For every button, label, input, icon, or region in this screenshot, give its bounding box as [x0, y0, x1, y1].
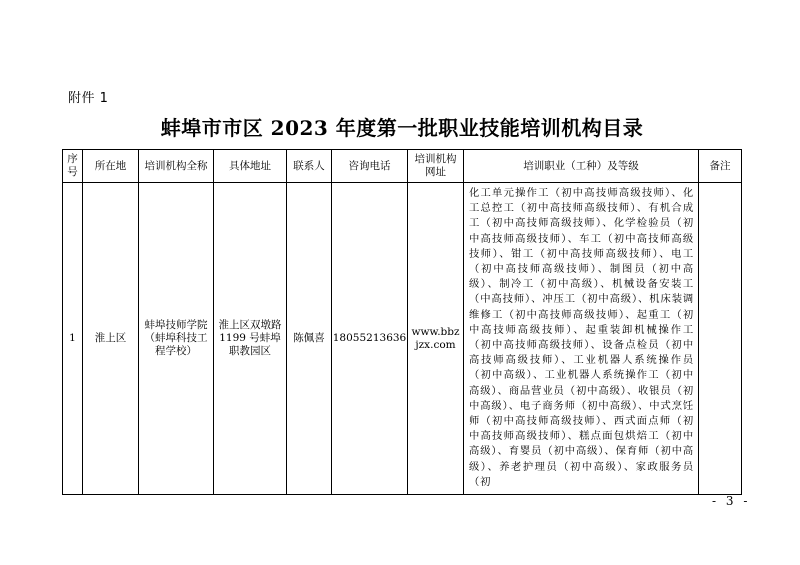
cell-remarks — [699, 183, 742, 495]
table-header-row — [63, 150, 742, 183]
occupations-text: 化工单元操作工（初中高技师高级技师）、化工总控工（初中高技师高级技师）、有机合成工（初中高技师高级技师）、化学检验员（初中高技师高级技师）、车工（初中高技师高级技师）、钳工（初中高技师高级技师）、电工（初中高技师高级技师）、制图员（初中高级）、制冷工（初中高级）、机械设备安装工（中高技师）、冲压工（初中高级）、机床装调维修工（初中高技师高级技师）、起重工（初中高技师高级技师）、起重装卸机械操作工（初中高技师高级技师）、设备点检员（初中高技师高级技师）、工业机器人系统操作员（初中高级）、工业机器人系统操作工（初中高级）、商品营业员（初中高级）、收银员（初中高级）、电子商务师（初中高级）、中式烹饪师（初中高技师高级技师）、西式面点师（初中高技师高级技师）、糕点面包烘焙工（初中高级）、育婴员（初中高级）、保育师（初中高级）、养老护理员（初中高级）、家政服务员（初 — [469, 187, 694, 488]
header-address: 具体地址 — [214, 150, 287, 183]
cell-district: 淮上区 — [83, 183, 139, 495]
header-occupations: 培训职业（工种）及等级 — [464, 150, 699, 183]
cell-website: www.bbzjzx.com — [408, 183, 464, 495]
cell-contact: 陈佩喜 — [287, 183, 332, 495]
header-phone: 咨询电话 — [332, 150, 408, 183]
table-row — [63, 183, 742, 495]
institution-table — [62, 149, 742, 495]
cell-address: 淮上区双墩路 1199 号蚌埠职教园区 — [214, 183, 287, 495]
header-remarks: 备注 — [699, 150, 742, 183]
cell-phone: 18055213636 — [332, 183, 408, 495]
cell-institution: 蚌埠技师学院（蚌埠科技工程学校） — [139, 183, 214, 495]
page-number: - 3 - — [712, 494, 751, 508]
header-website: 培训机构网址 — [408, 150, 464, 183]
cell-seq: 1 — [63, 183, 83, 495]
header-district: 所在地 — [83, 150, 139, 183]
header-contact: 联系人 — [287, 150, 332, 183]
cell-occupations — [464, 183, 699, 495]
header-seq: 序号 — [63, 150, 83, 183]
header-institution: 培训机构全称 — [139, 150, 214, 183]
document-title: 蚌埠市市区 2023 年度第一批职业技能培训机构目录 — [160, 116, 644, 140]
attachment-label: 附件 1 — [68, 91, 109, 106]
